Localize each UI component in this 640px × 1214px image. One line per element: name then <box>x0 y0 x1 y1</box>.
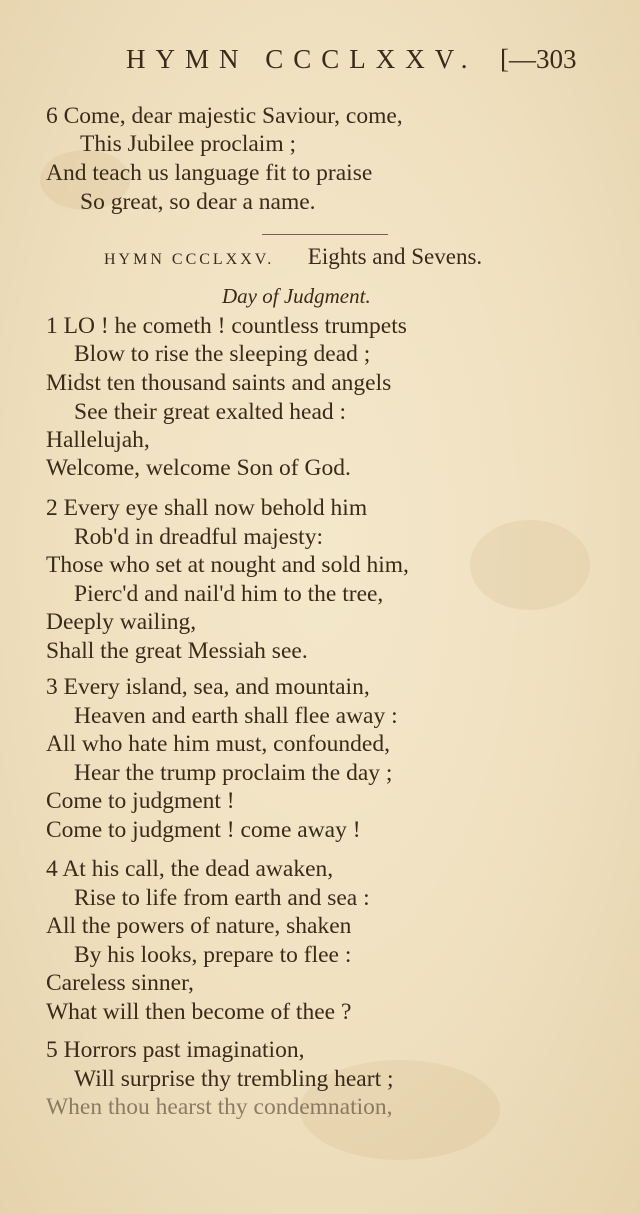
verse-line: Rob'd in dreadful majesty: <box>74 524 323 550</box>
verse-line: When thou hearst thy condemnation, <box>46 1094 393 1120</box>
verse-line: See their great exalted head : <box>74 399 347 425</box>
verse-line: 1 LO ! he cometh ! countless trumpets <box>46 313 407 339</box>
verse-line: All the powers of nature, shaken <box>46 913 352 939</box>
verse-line: By his looks, prepare to flee : <box>74 942 352 968</box>
verse-line: Will surprise thy trembling heart ; <box>74 1066 394 1092</box>
verse-line: Welcome, welcome Son of God. <box>46 455 351 481</box>
verse-line: Come to judgment ! <box>46 788 235 814</box>
verse-line: Hear the trump proclaim the day ; <box>74 760 393 786</box>
running-title: HYMN CCCLXXV. <box>126 44 478 74</box>
verse-line: So great, so dear a name. <box>80 189 316 215</box>
verse-line: Pierc'd and nail'd him to the tree, <box>74 581 384 607</box>
paper-stain <box>470 520 590 610</box>
page-header <box>0 44 640 84</box>
verse-line: Rise to life from earth and sea : <box>74 885 370 911</box>
verse-line: And teach us language fit to praise <box>46 160 373 186</box>
verse-line: Hallelujah, <box>46 427 150 453</box>
verse-line: Those who set at nought and sold him, <box>46 552 409 578</box>
verse-line: All who hate him must, confounded, <box>46 731 390 757</box>
verse-line: Shall the great Messiah see. <box>46 638 308 664</box>
hymn-meter: Eights and Sevens. <box>307 244 483 269</box>
verse-line: Blow to rise the sleeping dead ; <box>74 341 371 367</box>
hymn-number: HYMN CCCLXXV. <box>104 251 275 268</box>
section-divider <box>262 234 388 235</box>
page-number: [—303 <box>500 44 577 74</box>
verse-line: Midst ten thousand saints and angels <box>46 370 392 396</box>
verse-line: What will then become of thee ? <box>46 999 352 1025</box>
verse-line: 6 Come, dear majestic Saviour, come, <box>46 103 403 129</box>
verse-line: Come to judgment ! come away ! <box>46 817 361 843</box>
verse-line: This Jubilee proclaim ; <box>80 131 297 157</box>
verse-line: 5 Horrors past imagination, <box>46 1037 305 1063</box>
verse-line: 2 Every eye shall now behold him <box>46 495 368 521</box>
verse-line: Heaven and earth shall flee away : <box>74 703 398 729</box>
verse-line: 3 Every island, sea, and mountain, <box>46 674 370 700</box>
hymn-heading <box>104 244 482 270</box>
verse-line: 4 At his call, the dead awaken, <box>46 856 334 882</box>
hymn-subject: Day of Judgment. <box>222 284 371 308</box>
verse-line: Careless sinner, <box>46 970 194 996</box>
verse-line: Deeply wailing, <box>46 609 197 635</box>
